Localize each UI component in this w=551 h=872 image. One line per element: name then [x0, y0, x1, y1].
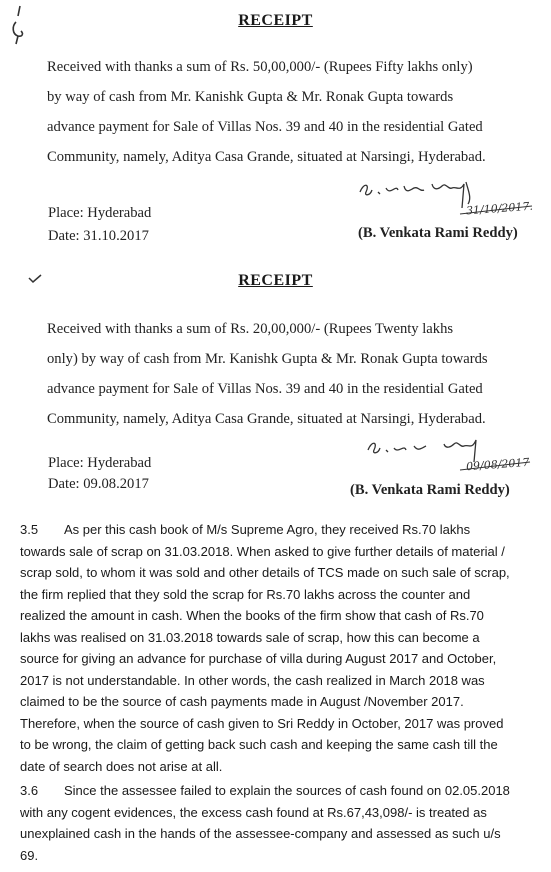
receipt-2-date: Date: 09.08.2017: [48, 476, 149, 492]
paragraph-line: scrap sold, to whom it was sold and other details of TCS made on such sale of scrap,: [20, 565, 510, 580]
paragraph-line: unexplained cash in the hands of the assessee-company and assessed as such u/s: [20, 826, 501, 841]
receipt-2-line: only) by way of cash from Mr. Kanishk Gupta & Mr. Ronak Gupta towards: [47, 351, 488, 367]
receipt-1-line: Community, namely, Aditya Casa Grande, situated at Narsingi, Hyderabad.: [47, 149, 486, 165]
receipt-1-title: RECEIPT: [238, 12, 313, 29]
receipt-2-line: advance payment for Sale of Villas Nos. 39 and 40 in the residential Gated: [47, 381, 483, 397]
paragraph-line: claimed to be the source of cash payments made in August /November 2017.: [20, 694, 464, 709]
paragraph-line: Therefore, when the source of cash given to Sri Reddy in October, 2017 was proved: [20, 715, 504, 731]
receipt-1-signer: (B. Venkata Rami Reddy): [358, 225, 518, 241]
paragraph-line: date of search does not arise at all.: [20, 758, 223, 774]
receipt-1-date: Date: 31.10.2017: [48, 228, 149, 244]
receipt-2-line: Community, namely, Aditya Casa Grande, situated at Narsingi, Hyderabad.: [47, 411, 486, 427]
receipt-2-line: Received with thanks a sum of Rs. 20,00,000/- (Rupees Twenty lakhs: [47, 321, 454, 337]
receipt-2-place: Place: Hyderabad: [48, 455, 152, 471]
receipt-1-signature-date: 31/10/2017.: [465, 199, 534, 218]
paragraph-line: lakhs was realised on 31.03.2018 towards sale of scrap, how this can become a: [20, 629, 480, 645]
receipt-1-line: by way of cash from Mr. Kanishk Gupta & Mr. Ronak Gupta towards: [47, 89, 454, 105]
paragraph-line: to be wrong, the claim of getting back such cash and keeping the same cash till the: [20, 737, 498, 752]
receipt-2-text: [47, 314, 535, 434]
paragraph-number: 3.6: [20, 783, 39, 798]
receipt-1-text: [47, 52, 535, 172]
paragraph-line: 69.: [20, 847, 39, 863]
paragraph-line: 2017 is not understandable. In other words, the cash realized in March 2018 was: [20, 672, 485, 688]
paragraph-number: 3.5: [20, 522, 39, 537]
receipt-1-place: Place: Hyderabad: [48, 205, 152, 221]
receipt-1-line: advance payment for Sale of Villas Nos. 39 and 40 in the residential Gated: [47, 119, 483, 135]
paragraph-line: As per this cash book of M/s Supreme Agro, they received Rs.70 lakhs: [64, 522, 471, 537]
paragraph-3-6: [20, 780, 540, 866]
paragraph-line: Since the assessee failed to explain the sources of cash found on 02.05.2018: [64, 783, 510, 798]
paragraph-3-5: [20, 519, 540, 777]
receipt-2-title: RECEIPT: [238, 272, 313, 289]
paragraph-line: realized the amount in cash. When the books of the firm show that cash of Rs.70: [20, 608, 484, 623]
paragraph-line: source for giving an advance for purchase of villa during August 2017 and October,: [20, 651, 497, 666]
receipt-2-signature-date: 09/08/2017: [465, 455, 530, 474]
paragraph-line: the firm replied that they sold the scrap for Rs.70 lakhs across the counter and: [20, 586, 471, 602]
receipt-2-signer: (B. Venkata Rami Reddy): [350, 482, 510, 498]
receipt-1-line: Received with thanks a sum of Rs. 50,00,000/- (Rupees Fifty lakhs only): [47, 59, 473, 75]
paragraph-line: towards sale of scrap on 31.03.2018. When asked to give further details of material /: [20, 543, 505, 559]
paragraph-line: with any cogent evidences, the excess cash found at Rs.67,43,098/- is treated as: [20, 804, 487, 820]
